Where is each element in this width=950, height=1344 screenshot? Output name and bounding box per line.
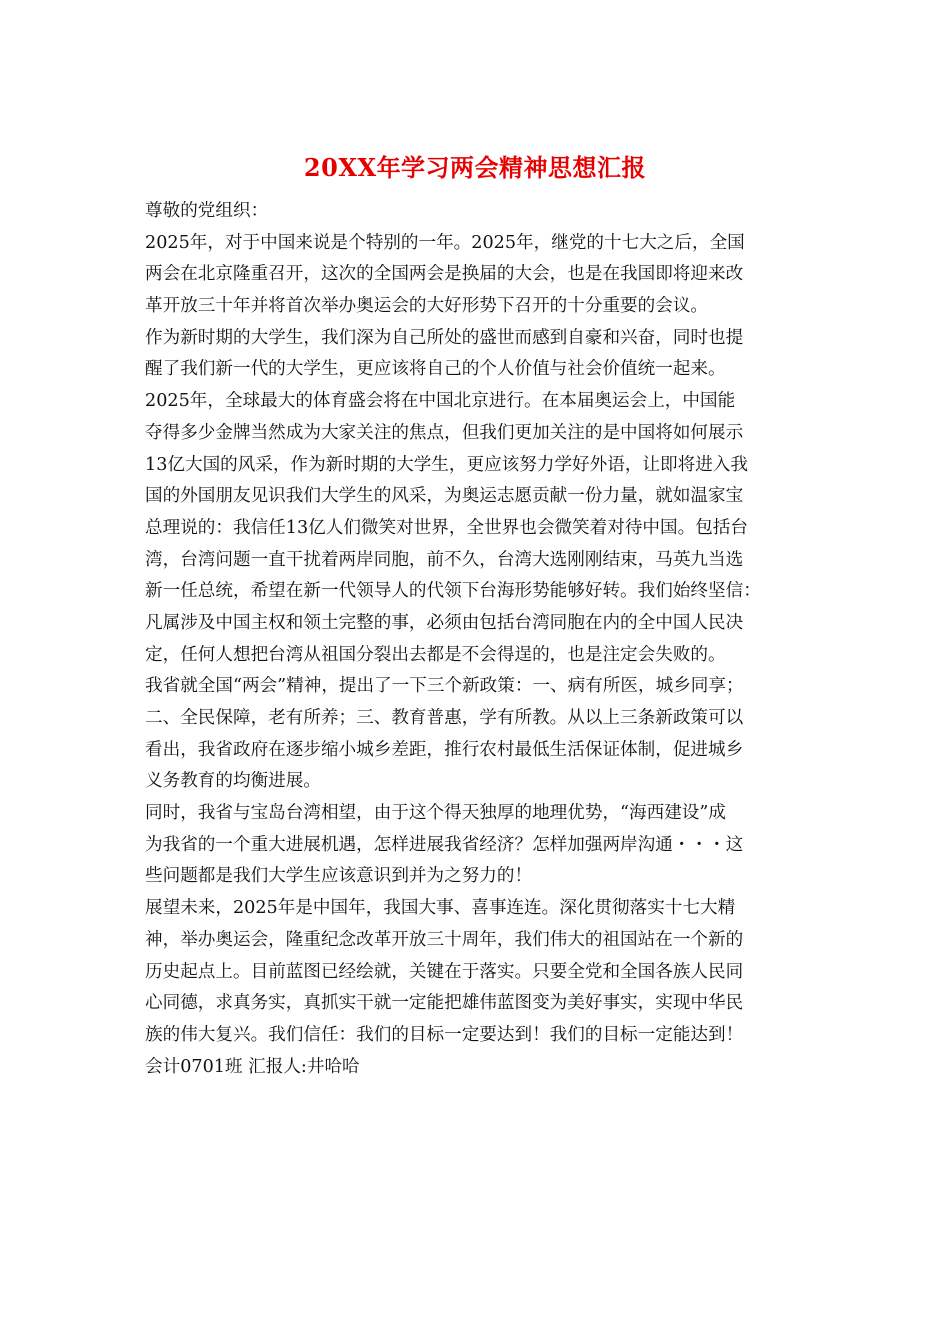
body-line: 展望未来，2025年是中国年，我国大事、喜事连连。深化贯彻落实十七大精 xyxy=(145,898,736,919)
body-line: 国的外国朋友见识我们大学生的风采，为奥运志愿贡献一份力量，就如温家宝 xyxy=(145,486,744,507)
salutation-line: 尊敬的党组织： xyxy=(145,201,269,221)
signature-line: 会计0701班 汇报人:井哈哈 xyxy=(145,1056,360,1077)
body-line: 新一任总统，希望在新一代领导人的代领下台海形势能够好转。我们始终坚信： xyxy=(145,581,761,602)
body-line: 族的伟大复兴。我们信任：我们的目标一定要达到！我们的目标一定能达到！ xyxy=(145,1024,744,1045)
body-line: 为我省的一个重大进展机遇，怎样进展我省经济？怎样加强两岸沟通・・・这 xyxy=(145,834,744,855)
document-title: 20XX年学习两会精神思想汇报 xyxy=(303,153,647,182)
body-line: 看出，我省政府在逐步缩小城乡差距，推行农村最低生活保证体制，促进城乡 xyxy=(145,739,744,760)
body-line: 总理说的：我信任13亿人们微笑对世界，全世界也会微笑着对待中国。包括台 xyxy=(145,517,748,538)
body-line: 同时，我省与宝岛台湾相望，由于这个得天独厚的地理优势，“海西建设”成 xyxy=(145,803,726,824)
body-line: 二、全民保障，老有所养；三、教育普惠，学有所教。从以上三条新政策可以 xyxy=(145,708,744,728)
body-line: 两会在北京隆重召开，这次的全国两会是换届的大会，也是在我国即将迎来改 xyxy=(145,264,744,285)
body-line: 我省就全国“两会”精神，提出了一下三个新政策：一、病有所医，城乡同享； xyxy=(145,676,744,697)
body-line: 湾，台湾问题一直干扰着两岸同胞，前不久，台湾大选刚刚结束，马英九当选 xyxy=(145,549,744,570)
body-line: 凡属涉及中国主权和领土完整的事，必须由包括台湾同胞在内的全中国人民决 xyxy=(145,612,744,633)
body-line: 革开放三十年并将首次举办奥运会的大好形势下召开的十分重要的会议。 xyxy=(145,296,709,317)
body-line: 2025年，对于中国来说是个特别的一年。2025年，继党的十七大之后，全国 xyxy=(145,232,745,253)
body-line: 义务教育的均衡进展。 xyxy=(145,771,321,792)
body-line: 醒了我们新一代的大学生，更应该将自己的个人价值与社会价值统一起来。 xyxy=(145,359,726,380)
body-line: 神，举办奥运会，隆重纪念改革开放三十周年，我们伟大的祖国站在一个新的 xyxy=(145,929,744,950)
body-line: 夺得多少金牌当然成为大家关注的焦点，但我们更加关注的是中国将如何展示 xyxy=(145,422,744,443)
body-line: 心同德，求真务实，真抓实干就一定能把雄伟蓝图变为美好事实，实现中华民 xyxy=(145,993,744,1014)
body-line: 作为新时期的大学生，我们深为自己所处的盛世而感到自豪和兴奋，同时也提 xyxy=(145,327,744,348)
body-line: 定，任何人想把台湾从祖国分裂出去都是不会得逞的，也是注定会失败的。 xyxy=(145,644,726,665)
body-line: 13亿大国的风采，作为新时期的大学生，更应该努力学好外语，让即将进入我 xyxy=(145,454,748,475)
body-line: 历史起点上。目前蓝图已经绘就，关键在于落实。只要全党和全国各族人民同 xyxy=(145,961,744,982)
body-line: 2025年，全球最大的体育盛会将在中国北京进行。在本届奥运会上，中国能 xyxy=(145,391,736,412)
body-line: 些问题都是我们大学生应该意识到并为之努力的！ xyxy=(145,866,533,887)
document-body xyxy=(145,196,820,1083)
